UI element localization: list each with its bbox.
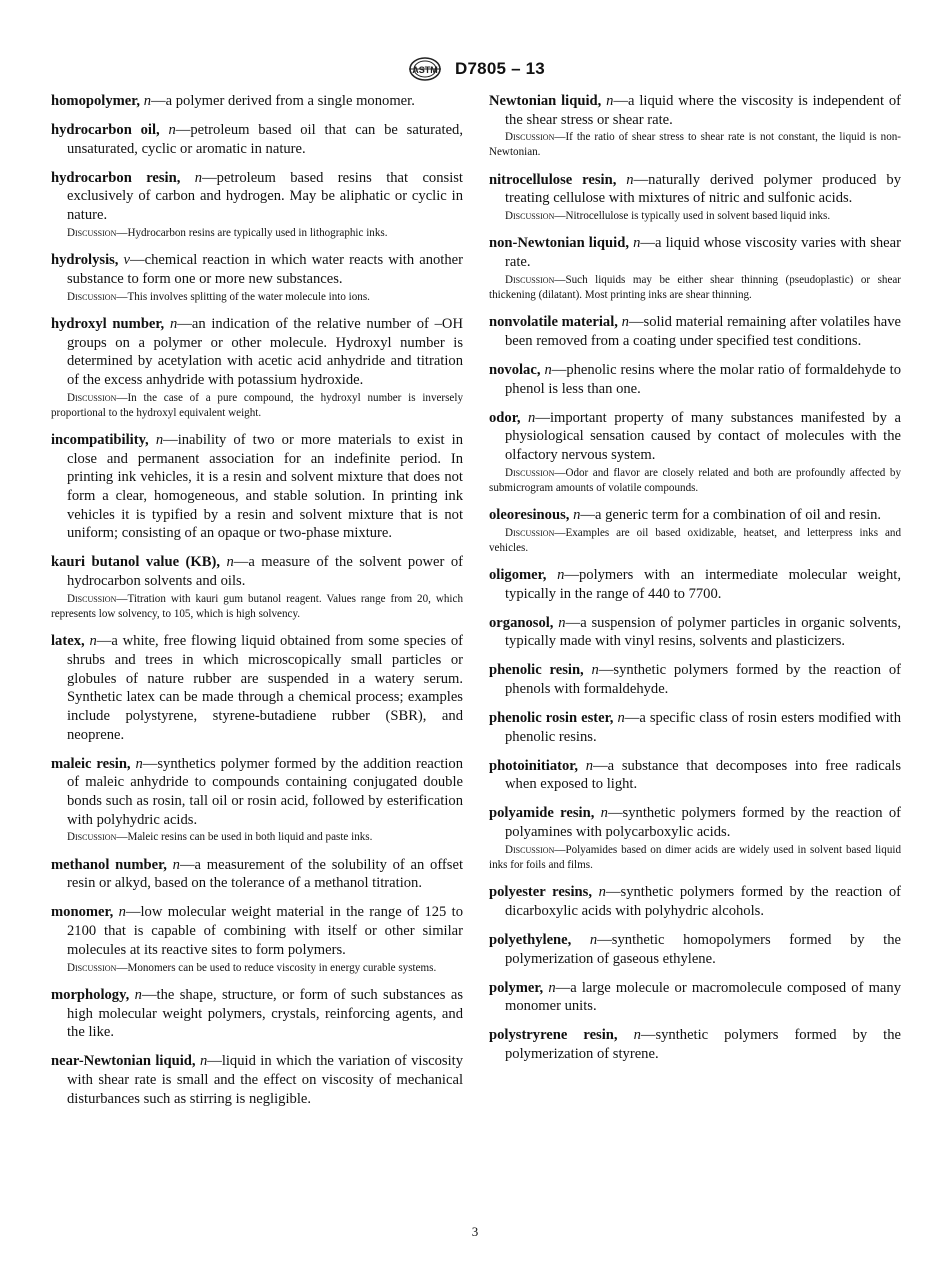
glossary-entry [489, 171, 901, 224]
entry-discussion [51, 391, 463, 421]
glossary-entry [51, 856, 463, 893]
entry-term: oleoresinous, [489, 506, 570, 523]
entry-definition: —naturally derived polymer produced by treating cellulose with mixtures of nitric and sulfonic acids. [505, 171, 901, 207]
entry-discussion [51, 830, 463, 845]
glossary-entry [51, 553, 463, 621]
glossary-entry [489, 804, 901, 872]
discussion-text: —If the ratio of shear stress to shear rate is not constant, the liquid is non-Newtonian. [489, 131, 901, 159]
entry-term: Newtonian liquid, [489, 93, 602, 109]
entry-term: photoinitiator, [489, 757, 579, 774]
discussion-text: —In the case of a pure compound, the hydroxyl number is inversely proportional to the hydroxyl equivalent weight. [51, 391, 463, 419]
discussion-label: Discussion [67, 831, 117, 844]
entry-term: near-Newtonian liquid, [51, 1053, 196, 1070]
glossary-entry [489, 409, 901, 496]
entry-definition: —a white, free flowing liquid obtained from some species of shrubs and trees in which microscopically small particles or globules of nature rubber are suspended in a watery serum. Synthetic latex can be made through a chemical process; examples include polystyrene, styrene-butadiene rubber (SBR), and neoprene. [67, 633, 463, 743]
glossary-entry [51, 632, 463, 744]
entry-part-of-speech: n [600, 805, 608, 822]
entry-term: methanol number, [51, 856, 167, 873]
entry-definition: —a liquid whose viscosity varies with shear rate. [505, 235, 901, 271]
entry-definition: —important property of many substances manifested by a physiological sensation caused by contact of molecules with the olfactory nervous system. [505, 409, 901, 463]
entry-term: novolac, [489, 361, 541, 378]
entry-definition: —phenolic resins where the molar ratio of formaldehyde to phenol is less than one. [505, 361, 901, 397]
entry-definition: —low molecular weight material in the range of 125 to 2100 that is capable of combining with itself or other similar molecules at its reactive sites to form polymers. [67, 904, 463, 958]
entry-term: phenolic resin, [489, 662, 584, 679]
glossary-entry [51, 986, 463, 1042]
entry-term: latex, [51, 633, 85, 650]
entry-definition: —synthetic polymers formed by the reaction of dicarboxylic acids with polyhydric alcohols. [505, 884, 902, 919]
glossary-entry [51, 431, 463, 543]
entry-definition: —polymers with an intermediate molecular weight, typically in the range of 440 to 7700. [505, 566, 901, 602]
discussion-label: Discussion [505, 131, 555, 144]
entry-discussion [51, 592, 463, 622]
entry-term: polyamide resin, [489, 805, 595, 822]
left-column [51, 92, 463, 1119]
glossary-entry [489, 614, 901, 651]
entry-part-of-speech: n [606, 93, 614, 109]
entry-definition: —a measurement of the solubility of an offset resin or alkyd, based on the tolerance of a methanol titration. [67, 856, 464, 892]
entry-definition: —synthetic polymers formed by the polymerization of styrene. [505, 1027, 901, 1062]
entry-part-of-speech: n [548, 979, 556, 996]
entry-part-of-speech: n [169, 315, 178, 332]
discussion-label: Discussion [505, 210, 555, 223]
entry-definition: —a measure of the solvent power of hydrocarbon solvents and oils. [67, 554, 463, 590]
entry-definition: —liquid in which the variation of viscosity with shear rate is small and the effect on viscosity of mechanical disturbances such as stirring is negligible. [67, 1053, 463, 1107]
entry-part-of-speech: n [199, 1053, 208, 1070]
entry-term: phenolic rosin ester, [489, 710, 614, 727]
entry-term: homopolymer, [51, 93, 141, 109]
entry-discussion [489, 273, 901, 303]
entry-part-of-speech: n [589, 931, 598, 948]
page-number: 3 [471, 1224, 479, 1239]
discussion-label: Discussion [505, 843, 555, 856]
discussion-text: —Monomers can be used to reduce viscosity in energy curable systems. [116, 961, 437, 974]
entry-part-of-speech: n [573, 506, 581, 523]
entry-part-of-speech: n [155, 431, 164, 448]
glossary-entry [51, 315, 463, 421]
svg-text:ASTM: ASTM [412, 65, 438, 75]
entry-definition: —synthetics polymer formed by the addition reaction of maleic anhydride to compounds containing conjugated double bonds such as rosin, tall oil or rosin acid, followed by esterification with polyhydric acids. [67, 755, 463, 828]
entry-discussion [489, 466, 901, 496]
entry-definition: —a polymer derived from a single monomer. [151, 93, 415, 109]
glossary-entry [489, 661, 901, 698]
glossary-entry [489, 92, 901, 160]
discussion-label: Discussion [505, 526, 555, 539]
glossary-entry [51, 92, 463, 111]
entry-term: polyester resins, [489, 884, 592, 901]
glossary-entry [51, 1052, 463, 1108]
document-designation: D7805 – 13 [455, 59, 545, 78]
entry-part-of-speech: n [633, 1027, 641, 1044]
entry-term: monomer, [51, 904, 114, 921]
entry-term: morphology, [51, 986, 130, 1003]
discussion-text: —Hydrocarbon resins are typically used in lithographic inks. [116, 226, 388, 239]
entry-part-of-speech: n [226, 554, 234, 571]
discussion-text: —This involves splitting of the water molecule into ions. [116, 290, 370, 303]
entry-definition: —a specific class of rosin esters modified with phenolic resins. [505, 710, 901, 745]
entry-discussion [489, 843, 901, 873]
discussion-label: Discussion [505, 273, 555, 286]
entry-discussion [489, 526, 901, 556]
discussion-label: Discussion [67, 226, 117, 239]
entry-part-of-speech: n [143, 93, 152, 109]
entry-part-of-speech: n [135, 755, 143, 772]
entry-definition: —an indication of the relative number of –OH groups on a polymer or other molecule. Hydroxyl number is determined by acetylation with acetic acid anhydride and titration of the excess anhydride with potassium hydroxide. [67, 315, 463, 388]
glossary-entry [489, 234, 901, 302]
entry-term: nitrocellulose resin, [489, 171, 617, 188]
entry-part-of-speech: n [585, 757, 594, 774]
entry-part-of-speech: v [123, 252, 131, 269]
glossary-entry [489, 313, 901, 350]
entry-part-of-speech: n [557, 566, 565, 583]
discussion-label: Discussion [67, 592, 117, 605]
entry-part-of-speech: n [633, 235, 641, 252]
entry-discussion [51, 226, 463, 241]
entry-part-of-speech: n [118, 904, 126, 921]
entry-part-of-speech: n [591, 662, 599, 679]
entry-term: odor, [489, 409, 521, 426]
entry-term: hydrocarbon oil, [51, 122, 160, 138]
entry-term: kauri butanol value (KB), [51, 554, 220, 571]
entry-part-of-speech: n [172, 856, 180, 873]
discussion-label: Discussion [67, 391, 117, 404]
entry-discussion [51, 961, 463, 976]
discussion-text: —Odor and flavor are closely related and both are profoundly affected by submicrogram amounts of volatile compounds. [489, 466, 901, 494]
glossary-entry [489, 1026, 901, 1063]
discussion-text: —Nitrocellulose is typically used in solvent based liquid inks. [554, 210, 831, 223]
glossary-entry [489, 361, 901, 398]
entry-definition: —inability of two or more materials to exist in close and permanent association for an indefinite period. In printing ink vehicles, it is a resin and solvent mixture that does not form a clear, homogeneous, and stable solution. In printing ink vehicles it is typified by a resin and solvent mixture that is not uniform; consisting of an opaque or two-phase mixture. [67, 431, 463, 542]
entry-definition: —a large molecule or macromolecule composed of many monomer units. [505, 979, 901, 1015]
glossary-entry [51, 251, 463, 304]
entry-term: incompatibility, [51, 431, 149, 448]
entry-definition: —synthetic polymers formed by the reaction of polyamines with polycarboxylic acids. [505, 805, 901, 841]
entry-term: hydrocarbon resin, [51, 169, 181, 186]
entry-discussion [489, 130, 901, 160]
entry-definition: —the shape, structure, or form of such substances as high molecular weight polymers, crystals, reinforcing agents, and the like. [67, 986, 463, 1041]
glossary-entry [51, 169, 463, 241]
entry-definition: —a suspension of polymer particles in organic solvents, typically made with vinyl resins, solvents and plasticizers. [505, 614, 901, 650]
entry-term: organosol, [489, 614, 554, 631]
entry-part-of-speech: n [544, 361, 552, 378]
glossary-entry [51, 755, 463, 846]
entry-term: maleic resin, [51, 755, 131, 772]
entry-term: polystryrene resin, [489, 1027, 618, 1044]
entry-discussion [51, 290, 463, 305]
glossary-entry [489, 566, 901, 603]
entry-definition: —synthetic homopolymers formed by the polymerization of gaseous ethylene. [505, 931, 901, 967]
entry-part-of-speech: n [626, 171, 634, 188]
discussion-text: —Such liquids may be either shear thinning (pseudoplastic) or shear thickening (dilatant). Most printing inks are shear thinning. [489, 273, 901, 301]
entry-part-of-speech: n [558, 614, 566, 631]
entry-term: polyethylene, [489, 931, 572, 948]
entry-term: non-Newtonian liquid, [489, 235, 629, 252]
entry-part-of-speech: n [168, 122, 176, 138]
entry-part-of-speech: n [621, 314, 629, 331]
astm-logo-icon [405, 56, 445, 82]
glossary-entry [489, 506, 901, 556]
discussion-text: —Maleic resins can be used in both liquid and paste inks. [116, 831, 373, 844]
entry-discussion [489, 209, 901, 224]
discussion-label: Discussion [67, 961, 117, 974]
page-header [0, 56, 950, 82]
glossary-entry [51, 903, 463, 975]
entry-definition: —solid material remaining after volatiles have been removed from a coating under specified test conditions. [505, 314, 901, 349]
glossary-entry [489, 979, 901, 1016]
glossary-entry [489, 931, 901, 968]
entry-part-of-speech: n [528, 409, 536, 426]
entry-definition: —a generic term for a combination of oil and resin. [580, 506, 882, 523]
glossary-entry [489, 883, 901, 920]
entry-part-of-speech: n [194, 169, 203, 186]
discussion-label: Discussion [505, 466, 555, 479]
entry-part-of-speech: n [617, 710, 625, 727]
discussion-label: Discussion [67, 290, 117, 303]
glossary-entry [51, 121, 463, 158]
entry-definition: —chemical reaction in which water reacts with another substance to form one or more new substances. [67, 252, 463, 287]
entry-part-of-speech: n [134, 986, 142, 1003]
entry-term: hydrolysis, [51, 252, 119, 269]
right-column [489, 92, 901, 1074]
entry-part-of-speech: n [598, 884, 606, 901]
glossary-entry [489, 757, 901, 794]
glossary-entry [489, 709, 901, 746]
discussion-text: —Polyamides based on dimer acids are widely used in solvent based liquid inks for foils and films. [489, 843, 901, 871]
entry-term: hydroxyl number, [51, 315, 165, 332]
entry-term: polymer, [489, 979, 544, 996]
entry-definition: —petroleum based resins that consist exclusively of carbon and hydrogen. May be aliphatic or cyclic in nature. [67, 169, 463, 224]
discussion-text: —Examples are oil based oxidizable, heatset, and letterpress inks and vehicles. [489, 526, 901, 554]
entry-definition: —a liquid where the viscosity is independent of the shear stress or shear rate. [505, 93, 901, 128]
entry-term: oligomer, [489, 566, 547, 583]
discussion-text: —Titration with kauri gum butanol reagent. Values range from 20, which represents low solvency, to 105, which is high solvency. [51, 592, 463, 620]
entry-definition: —petroleum based oil that can be saturated, unsaturated, cyclic or aromatic in nature. [67, 122, 463, 157]
entry-part-of-speech: n [89, 633, 97, 650]
entry-definition: —a substance that decomposes into free radicals when exposed to light. [505, 757, 901, 793]
entry-term: nonvolatile material, [489, 314, 618, 331]
entry-definition: —synthetic polymers formed by the reaction of phenols with formaldehyde. [505, 662, 901, 698]
